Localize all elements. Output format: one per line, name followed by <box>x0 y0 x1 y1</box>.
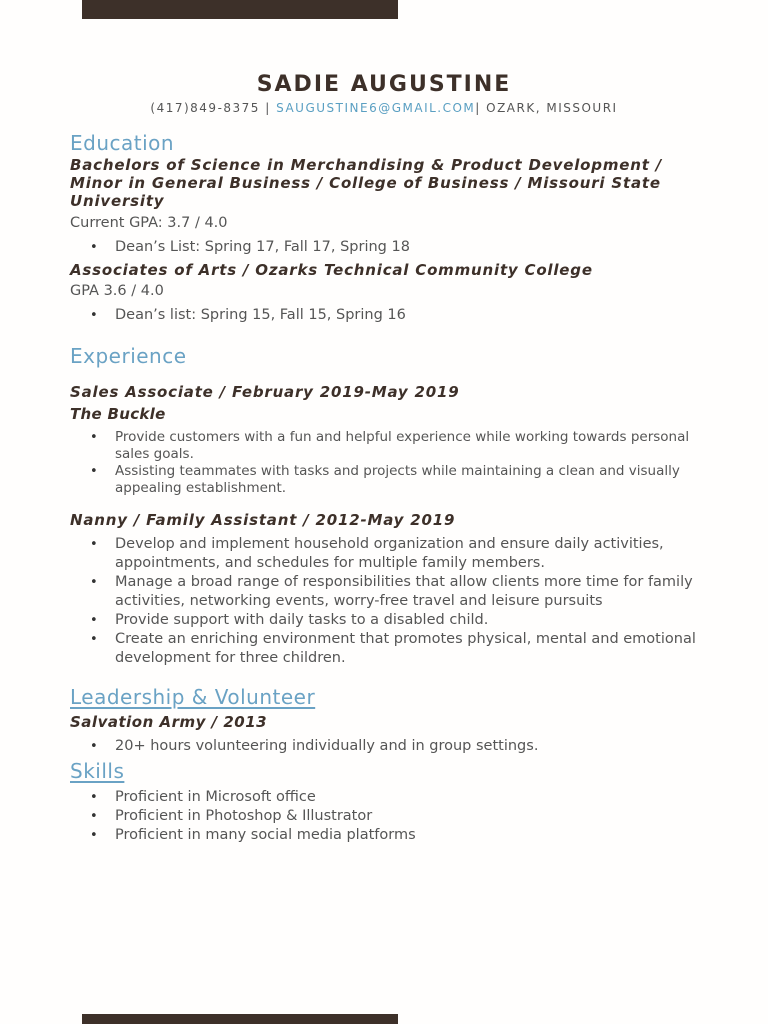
list-item: • Provide support with daily tasks to a disabled child. <box>88 611 708 630</box>
skills-bullets <box>88 788 708 845</box>
resume-name: SADIE AUGUSTINE <box>256 72 512 97</box>
contact-email[interactable]: SAUGUSTINE6@GMAIL.COM <box>276 101 476 115</box>
volunteer-org: Salvation Army / 2013 <box>70 713 268 731</box>
list-item: • Proficient in Photoshop & Illustrator <box>88 807 708 826</box>
job-1-bullets <box>88 429 708 497</box>
education-heading: Education <box>70 131 175 155</box>
job-2-bullets <box>88 535 708 668</box>
gpa-1: Current GPA: 3.7 / 4.0 <box>70 215 228 231</box>
list-item: • 20+ hours volunteering individually and in group settings. <box>88 737 708 756</box>
list-item: • Proficient in Microsoft office <box>88 788 708 807</box>
list-item: • Assisting teammates with tasks and projects while maintaining a clean and visually appealing establishment. <box>88 463 708 497</box>
leadership-heading: Leadership & Volunteer <box>70 685 316 709</box>
degree-2: Associates of Arts / Ozarks Technical Community College <box>70 261 593 279</box>
degree-1: Bachelors of Science in Merchandising & Product Development / Minor in General Business / College of Business / Missouri State University <box>70 156 662 210</box>
list-item: • Manage a broad range of responsibilities that allow clients more time for family activities, networking events, worry-free travel and leisure pursuits <box>88 573 708 611</box>
job-1-title: Sales Associate / February 2019-May 2019 <box>70 383 460 401</box>
contact-phone: (417)849-8375 | <box>150 101 277 115</box>
leadership-bullets <box>88 737 708 756</box>
list-item: • Develop and implement household organization and ensure daily activities, appointments, and schedules for multiple family members. <box>88 535 708 573</box>
skills-heading: Skills <box>70 759 125 783</box>
list-item: • Dean’s list: Spring 15, Fall 15, Spring 16 <box>88 306 708 325</box>
top-decorative-bar <box>82 0 398 19</box>
list-item: • Proficient in many social media platforms <box>88 826 708 845</box>
bottom-decorative-bar <box>82 1014 398 1024</box>
list-item: • Dean’s List: Spring 17, Fall 17, Spring 18 <box>88 238 708 257</box>
experience-heading: Experience <box>70 344 187 368</box>
contact-location: | OZARK, MISSOURI <box>475 101 618 115</box>
education-bullets-2 <box>88 306 708 325</box>
gpa-2: GPA 3.6 / 4.0 <box>70 283 164 299</box>
job-1-company: The Buckle <box>70 405 166 423</box>
list-item: • Create an enriching environment that promotes physical, mental and emotional development for three children. <box>88 630 708 668</box>
education-bullets-1 <box>88 238 708 257</box>
job-2-title: Nanny / Family Assistant / 2012-May 2019 <box>70 511 456 529</box>
contact-line <box>0 101 768 115</box>
list-item: • Provide customers with a fun and helpful experience while working towards personal sales goals. <box>88 429 708 463</box>
